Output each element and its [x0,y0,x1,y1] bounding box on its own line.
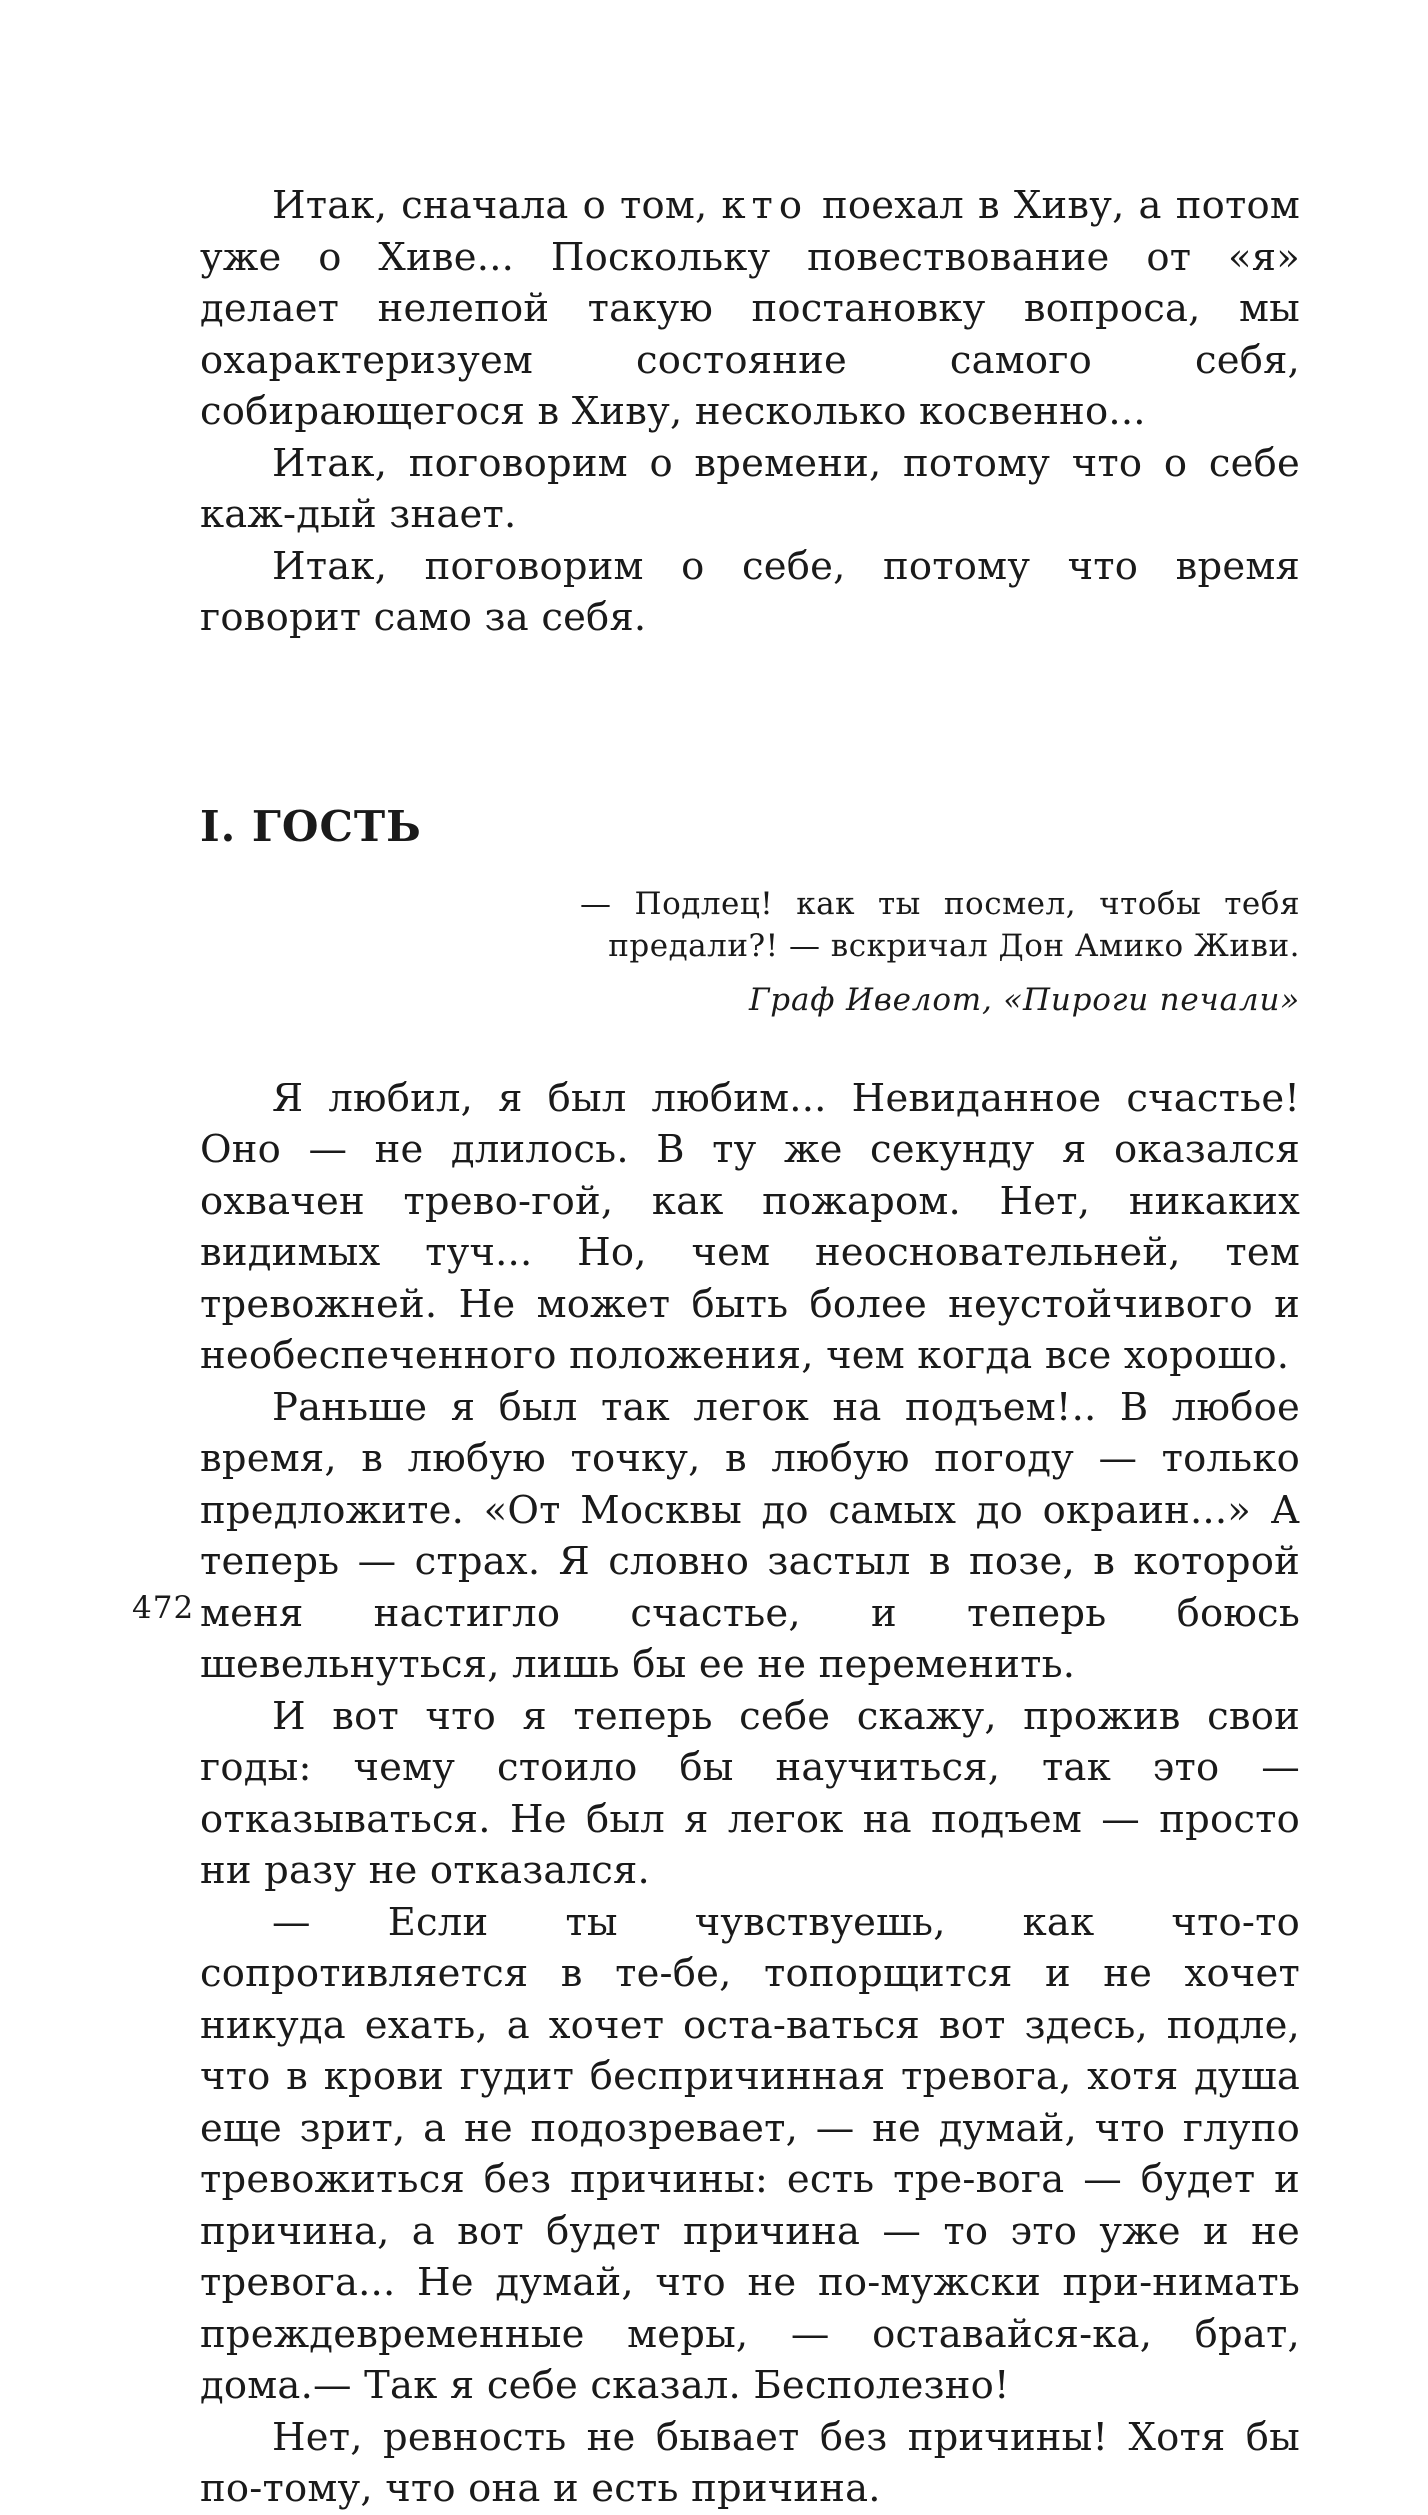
intro-paragraph-1-start: Итак, сначала о том, [272,183,722,228]
epigraph-source: Граф Ивелот, «Пироги печали» [748,981,1300,1018]
intro-paragraph-2: Итак, поговорим о времени, потому что о себе каж-дый знает. [200,440,1300,537]
intro-section [200,180,1300,644]
body-paragraph-3: И вот что я теперь себе скажу, прожив свои годы: чему стоило бы научиться, так это — отказываться. Не был я легок на подъем — просто ни разу не отказался. [200,1693,1300,1893]
page-number: 472 [132,1590,195,1626]
intro-paragraph-3: Итак, поговорим о себе, потому что время говорит само за себя. [200,543,1300,640]
intro-paragraph-1 [200,180,1300,438]
chapter-body [200,1073,1300,2515]
body-paragraph-1: Я любил, я был любим... Невиданное счастье! Оно — не длилось. В ту же секунду я оказался охвачен трево-гой, как пожаром. Нет, никаких видимых туч... Но, чем неосновательней, тем тревожней. Не может быть более неустойчивого и необеспеченного положения, чем когда все хорошо. [200,1075,1300,1378]
intro-paragraph-1-end: поехал в Хиву, а потом уже о Хиве... Поскольку повествование от «я» делает нелепой такую постановку вопроса, мы охарактеризуем состояние самого себя, собирающегося в Хиву, несколько косвенно... [200,183,1300,434]
epigraph-quote: — Подлец! как ты посмел, чтобы тебя предали?! — вскричал Дон Амико Живи. [580,885,1300,964]
body-paragraph-4: — Если ты чувствуешь, как что-то сопротивляется в те-бе, топорщится и не хочет никуда ехать, а хочет оста-ваться вот здесь, подле, что в крови гудит беспричинная тревога, хотя душа еще зрит, а не подозревает, — не думай, что глупо тревожиться без причины: есть тре-вога — будет и причина, а вот будет причина — то это уже и не тревога... Не думай, что не по-мужски при-нимать преждевременные меры, — оставайся-ка, брат, дома.— Так я себе сказал. Бесполезно! [200,1899,1300,2408]
body-paragraph-5: Нет, ревность не бывает без причины! Хотя бы по-тому, что она и есть причина. [200,2414,1300,2511]
body-paragraph-2: Раньше я был так легок на подъем!.. В любое время, в любую точку, в любую погоду — только предложите. «От Москвы до самых до окраин...» А теперь — страх. Я словно застыл в позе, в которой меня настигло счастье, и теперь боюсь шевельнуться, лишь бы ее не переменить. [200,1384,1300,1687]
book-page [200,180,1300,2515]
chapter-title: I. ГОСТЬ [200,801,422,851]
epigraph [580,883,1300,1021]
intro-emphasis-word: кто [721,183,808,228]
